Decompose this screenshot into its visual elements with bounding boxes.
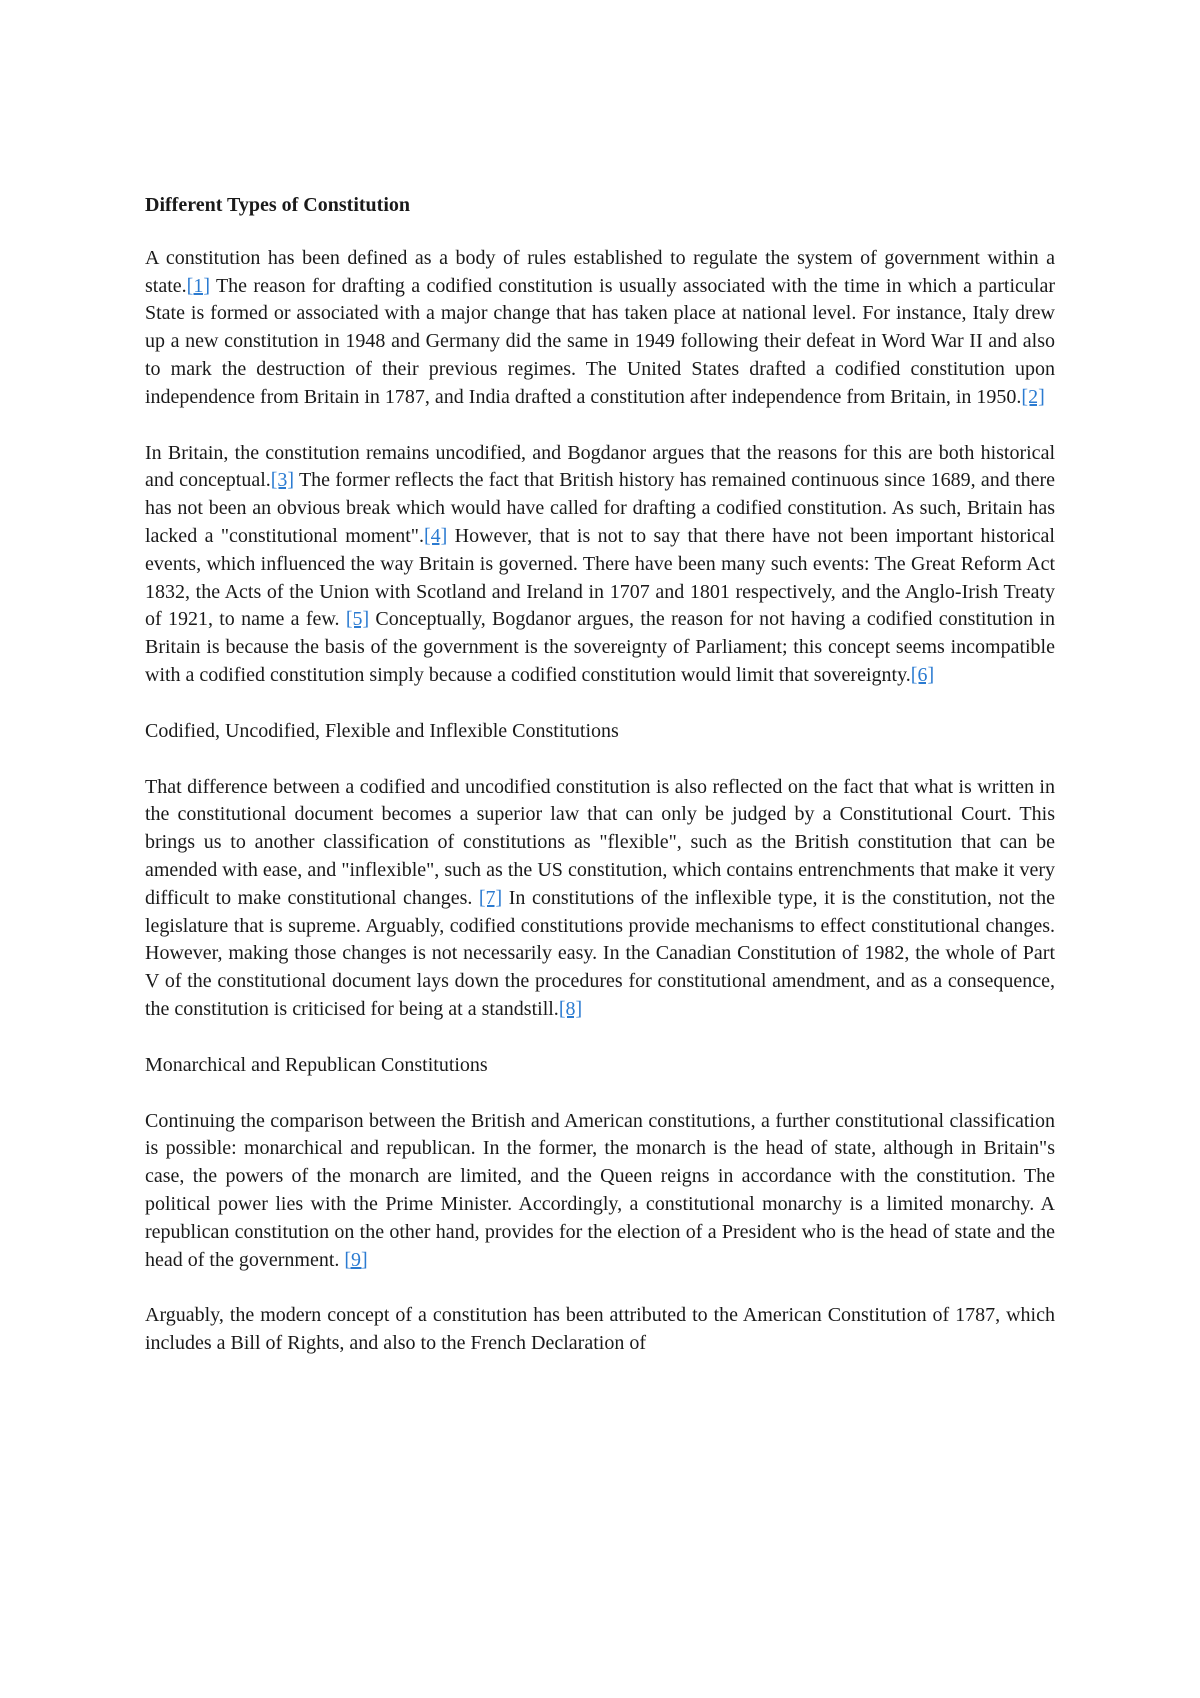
paragraph-text: A constitution has been defined as a body of rules established to regulate the system of government within a state. [145,246,1055,297]
section-heading-flexible: Codified, Uncodified, Flexible and Inflexible Constitutions [145,719,619,742]
paragraph-text: Arguably, the modern concept of a constitution has been attributed to the American Constitution of 1787, which includes a Bill of Rights, and also to the French Declaration of [145,1304,1055,1355]
paragraph-text: Conceptually, Bogdanor argues, the reason for not having a codified constitution in Britain is because the basis of the government is the sovereignty of Parliament; this concept seems incompatible with a codified constitution simply because a codified constitution would limit that sovereignty. [145,608,1055,686]
paragraph-text: In Britain, the constitution remains uncodified, and Bogdanor argues that the reasons for this are both historical and conceptual. [145,441,1055,492]
footnote-link-4[interactable]: [4] [423,524,448,547]
footnote-link-8[interactable]: [8] [558,997,583,1020]
paragraph-text: The former reflects the fact that British history has remained continuous since 1689, and there has not been an obvious break which would have called for drafting a codified constitution. As such, Britain has lacked a "constitutional moment". [145,469,1055,547]
footnote-link-3[interactable]: [3] [270,469,295,492]
section-heading-monarchical: Monarchical and Republican Constitutions [145,1053,488,1076]
paragraph-1 [145,245,1055,412]
paragraph-text: The reason for drafting a codified constitution is usually associated with the time in which a particular State is formed or associated with a major change that has taken place at national level. For instance, Italy drew up a new constitution in 1948 and Germany did the same in 1949 following their defeat in Word War II and also to mark the destruction of their previous regimes. The United States drafted a codified constitution upon independence from Britain in 1787, and India drafted a constitution after independence from Britain, in 1950. [145,274,1055,408]
document-title: Different Types of Constitution [145,194,410,216]
paragraph-4 [145,1108,1055,1275]
paragraph-text: That difference between a codified and uncodified constitution is also reflected on the fact that what is written in the constitutional document becomes a superior law that can only be judged by a Constitutional Court. This brings us to another classification of constitutions as "flexible", such as the British constitution that can be amended with ease, and "inflexible", such as the US constitution, which contains entrenchments that make it very difficult to make constitutional changes. [145,775,1055,909]
paragraph-2 [145,440,1055,690]
footnote-link-2[interactable]: [2] [1021,385,1045,408]
footnote-link-6[interactable]: [6] [910,663,935,686]
document-page [145,192,1055,1358]
footnote-link-1[interactable]: [1] [186,274,210,297]
footnote-link-5[interactable]: [5] [345,608,370,631]
paragraph-3 [145,774,1055,1024]
paragraph-5 [145,1302,1055,1358]
paragraph-text: Continuing the comparison between the British and American constitutions, a further constitutional classification is possible: monarchical and republican. In the former, the monarch is the head of state, although in Britain"s case, the powers of the monarch are limited, and the Queen reigns in accordance with the constitution. The political power lies with the Prime Minister. Accordingly, a constitutional monarchy is a limited monarchy. A republican constitution on the other hand, provides for the election of a President who is the head of state and the head of the government. [145,1109,1055,1271]
paragraph-text: However, that is not to say that there have not been important historical events, which influenced the way Britain is governed. There have been many such events: The Great Reform Act 1832, the Acts of the Union with Scotland and Ireland in 1707 and 1801 respectively, and the Anglo-Irish Treaty of 1921, to name a few. [145,524,1055,631]
footnote-link-7[interactable]: [7] [478,886,503,909]
paragraph-text: In constitutions of the inflexible type, it is the constitution, not the legislature that is supreme. Arguably, codified constitutions provide mechanisms to effect constitutional changes. However, making those changes is not necessarily easy. In the Canadian Constitution of 1982, the whole of Part V of the constitutional document lays down the procedures for constitutional amendment, and as a consequence, the constitution is criticised for being at a standstill. [145,886,1055,1020]
footnote-link-9[interactable]: [9] [344,1248,368,1271]
